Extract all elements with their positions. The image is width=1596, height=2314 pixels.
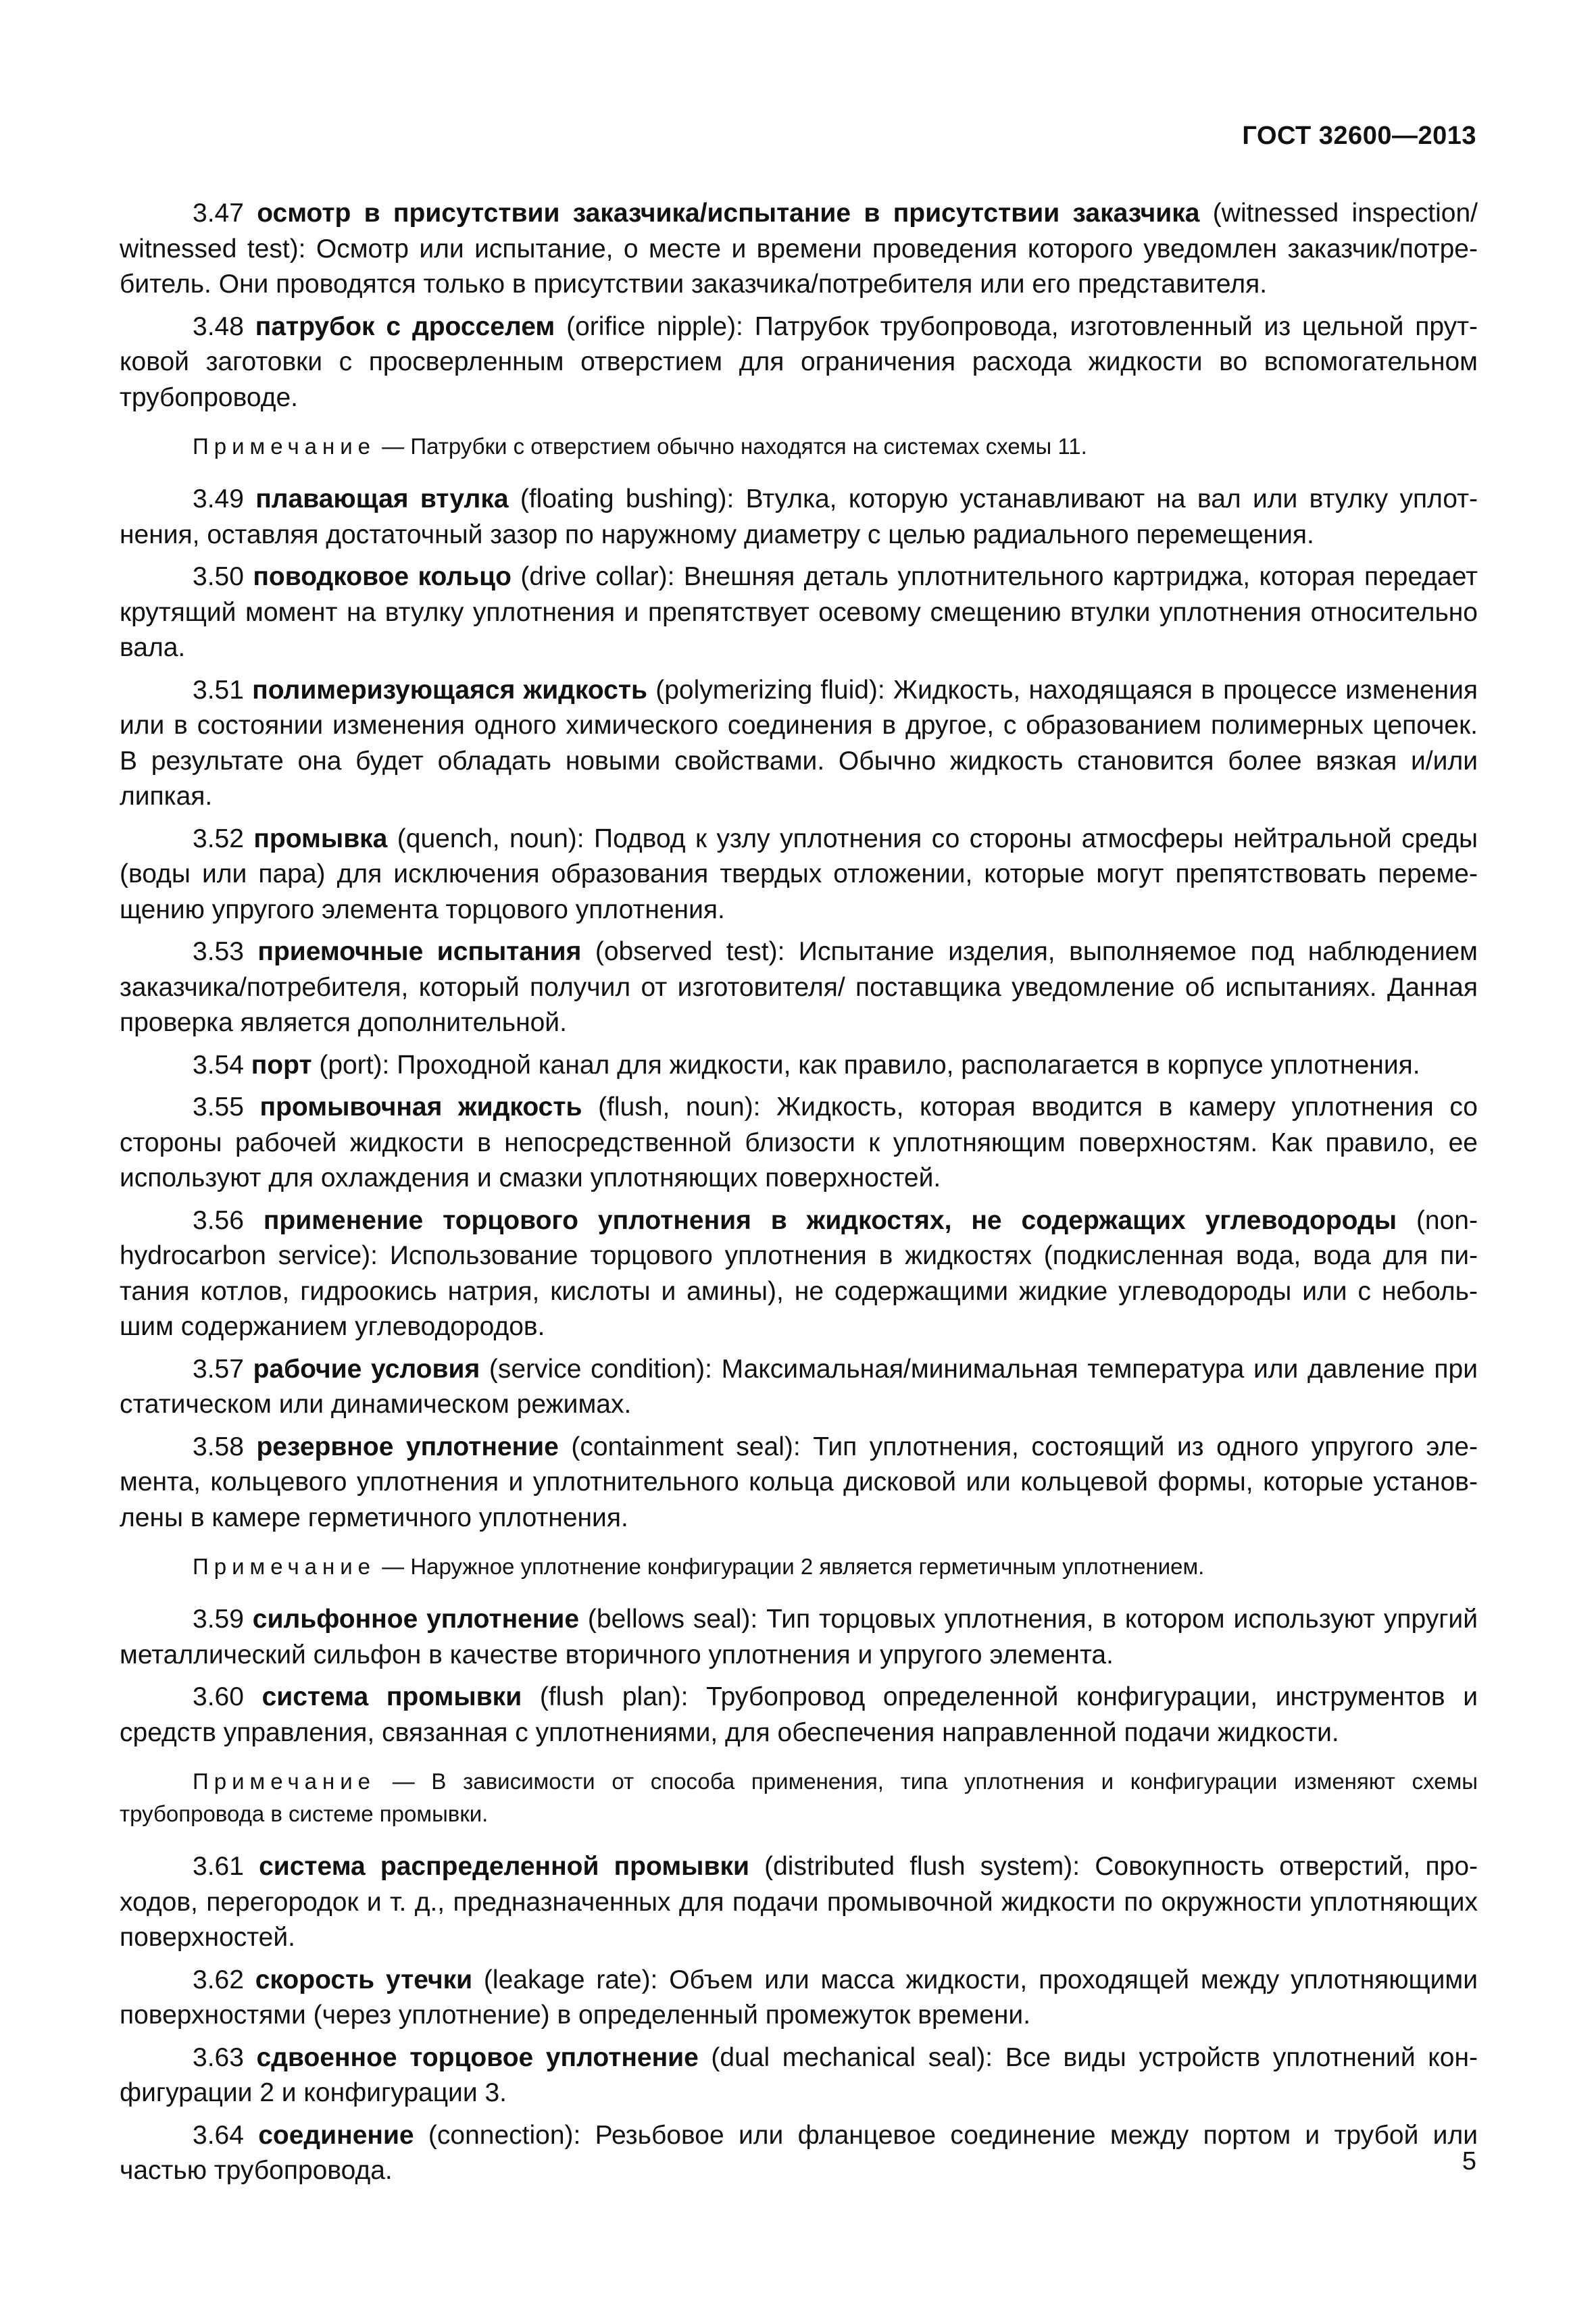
entry-term: сильфонное уплотнение [252, 1605, 580, 1634]
definition-entry [120, 673, 1478, 815]
definition-entry [120, 1430, 1478, 1536]
entry-definition: (observed test): Испытание изделия, выполняемое под наблюдением заказчика/потребителя, который получил от изготовителя/ поставщика уведомление об испытаниях. Данная проверка является дополнительной. [120, 937, 1478, 1037]
entry-definition: (connection): Резьбовое или фланцевое соединение между портом и трубой или частью трубопровода. [120, 2120, 1478, 2185]
entry-number: 3.51 [193, 675, 244, 705]
definition-entry [120, 2118, 1478, 2189]
entry-definition: (quench, noun): Подвод к узлу уплотнения со стороны атмосферы нейтральной среды (воды или пара) для исключения образования твердых отложении, которые могут препятствовать перемещению упругого элемента торцового уплотнения. [120, 824, 1478, 924]
entry-definition: (flush plan): Трубопровод определенной конфигурации, инструментов и средств управления, связанная с уплотнениями, для обеспечения направленной подачи жидкости. [120, 1682, 1478, 1747]
entry-number: 3.53 [193, 937, 244, 966]
document-header: ГОСТ 32600—2013 [1242, 122, 1476, 150]
definition-entry [120, 1203, 1478, 1345]
entry-term: скорость утечки [255, 1965, 473, 1994]
entry-number: 3.59 [193, 1605, 244, 1634]
note-label: Примечание [193, 1554, 376, 1579]
entry-term: система распределенной промывки [259, 1852, 749, 1881]
entry-number: 3.57 [193, 1354, 244, 1384]
note-text: — Наружное уплотнение конфигурации 2 является герметичным уплотнением. [376, 1554, 1205, 1579]
entry-definition: (flush, noun): Жидкость, которая вводится в камеру уплотнения со стороны рабочей жидкости в непосредственной близости к уплотняющим поверхностям. Как правило, ее используют для охлаждения и смазки уплотняющих поверхностей. [120, 1092, 1478, 1192]
entry-term: плавающая втулка [255, 484, 509, 513]
definition-entry [120, 1048, 1478, 1084]
definition-entry [120, 1849, 1478, 1956]
definition-entry [120, 822, 1478, 928]
entry-number: 3.62 [193, 1965, 244, 1994]
definition-entry [120, 559, 1478, 666]
entry-number: 3.56 [193, 1205, 244, 1235]
entry-number: 3.55 [193, 1092, 244, 1122]
entry-definition: (containment seal): Тип уплотнения, состоящий из одного упругого элемента, кольцевого уплотнения и уплотнительного кольца дисковой или кольцевой формы, которые установлены в камере герметичного уплотнения. [120, 1432, 1478, 1532]
entry-number: 3.58 [193, 1432, 244, 1461]
definition-entry [120, 1090, 1478, 1197]
definition-entry [120, 1352, 1478, 1423]
entry-term: патрубок с дросселем [255, 311, 555, 341]
entry-definition: (distributed flush system): Совокупность отверстий, проходов, перегородок и т. д., предназначенных для подачи промывочной жидкости по окружности уплотняющих поверхностей. [120, 1852, 1478, 1952]
entry-definition: (bellows seal): Тип торцовых уплотнения, в котором используют упругий металлический сильфон в качестве вторичного уплотнения и упругого элемента. [120, 1605, 1478, 1669]
note [120, 1551, 1478, 1583]
entry-definition: (dual mechanical seal): Все виды устройств уплотнений конфигурации 2 и конфигурации 3. [120, 2042, 1478, 2107]
entry-term: сдвоенное торцовое уплотнение [256, 2042, 699, 2072]
entry-number: 3.63 [193, 2042, 244, 2072]
entry-number: 3.60 [193, 1682, 244, 1711]
note-label: Примечание [193, 1769, 376, 1794]
entry-term: поводковое кольцо [253, 562, 512, 591]
page-number: 5 [1462, 2147, 1476, 2175]
document-body [120, 196, 1478, 2196]
entry-term: система промывки [261, 1682, 522, 1711]
definition-entry [120, 2040, 1478, 2111]
entry-definition: (drive collar): Внешняя деталь уплотнительного картриджа, которая передает крутящий момент на втулку уплотнения и препятствует осевому смещению втулки уплотнения относительно вала. [120, 562, 1478, 662]
entry-term: полимеризующаяся жидкость [252, 675, 648, 705]
entry-term: осмотр в присутствии заказчика/испытание в присутствии заказчика [257, 199, 1200, 228]
definition-entry [120, 196, 1478, 303]
entry-definition: (floating bushing): Втулка, которую устанавливают на вал или втулку уплотнения, оставляя достаточный зазор по наружному диаметру с целью радиального перемещения. [120, 484, 1478, 549]
entry-definition: (port): Проходной канал для жидкости, как правило, располагается в корпусе уплотнения. [311, 1050, 1420, 1080]
note-text: — В зависимости от способа применения, типа уплотнения и конфигурации изменяют схемы трубопровода в системе промывки. [120, 1769, 1478, 1826]
entry-definition: (witnessed inspection/ witnessed test): Осмотр или испытание, о месте и времени проведения которого уведомлен заказчик/потребитель. Они проводятся только в присутствии заказчика/потребителя или его представителя. [120, 199, 1478, 299]
entry-term: промывочная жидкость [259, 1092, 582, 1122]
definition-entry [120, 934, 1478, 1041]
definition-entry [120, 482, 1478, 553]
entry-term: применение торцового уплотнения в жидкостях, не содержащих углеводороды [263, 1205, 1397, 1235]
entry-term: резервное уплотнение [256, 1432, 559, 1461]
note [120, 1765, 1478, 1830]
entry-term: соединение [258, 2120, 414, 2150]
entry-number: 3.52 [193, 824, 244, 853]
entry-definition: (non-hydrocarbon service): Использование торцового уплотнения в жидкостях (подкисленная вода, вода для питания котлов, гидроокись натрия, кислоты и амины), не содержащими жидкие углеводороды или с небольшим содержанием углеводородов. [120, 1205, 1478, 1341]
entry-term: промывка [253, 824, 388, 853]
entry-definition: (orifice nipple): Патрубок трубопровода, изготовленный из цельной прутковой заготовки с просверленным отверстием для ограничения расхода жидкости во вспомогательном трубопроводе. [120, 311, 1478, 412]
note-text: — Патрубки с отверстием обычно находятся на системах схемы 11. [376, 434, 1087, 459]
definition-entry [120, 1602, 1478, 1673]
note [120, 430, 1478, 463]
definition-entry [120, 309, 1478, 416]
entry-number: 3.61 [193, 1852, 244, 1881]
entry-number: 3.47 [193, 199, 244, 228]
definition-entry [120, 1680, 1478, 1751]
entry-number: 3.64 [193, 2120, 244, 2150]
entry-term: рабочие условия [253, 1354, 480, 1384]
entry-number: 3.49 [193, 484, 244, 513]
entry-definition: (leakage rate): Объем или масса жидкости, проходящей между уплотняющими поверхностями (через уплотнение) в определенный промежуток времени. [120, 1965, 1478, 2030]
entry-definition: (service condition): Максимальная/минимальная температура или давление при статическом или динамическом режимах. [120, 1354, 1478, 1419]
entry-number: 3.50 [193, 562, 244, 591]
note-label: Примечание [193, 434, 376, 459]
entry-term: порт [251, 1050, 312, 1080]
definition-entry [120, 1963, 1478, 2034]
entry-number: 3.48 [193, 311, 244, 341]
entry-term: приемочные испытания [257, 937, 582, 966]
entry-definition: (polymerizing fluid): Жидкость, находящаяся в процессе изменения или в состоянии изменения одного химического соединения в другое, с образованием полимерных цепочек. В результате она будет обладать новыми свойствами. Обычно жидкость становится более вязкая и/или липкая. [120, 675, 1478, 811]
entry-number: 3.54 [193, 1050, 244, 1080]
